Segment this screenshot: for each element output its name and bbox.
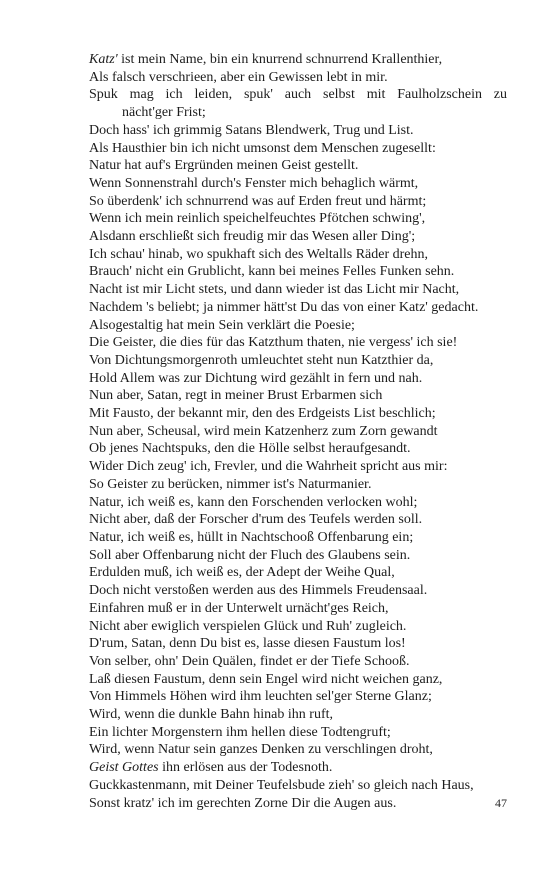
line-text: Einfahren muß er in der Unterwelt urnächt'ges Reich, xyxy=(89,600,389,616)
poem-line xyxy=(89,458,507,476)
poem-line xyxy=(89,564,507,582)
line-text: Mit Fausto, der bekannt mir, den des Erdgeists List beschlich; xyxy=(89,406,436,422)
line-text: Nicht aber, daß der Forscher d'rum des Teufels werden soll. xyxy=(89,512,423,528)
line-text: Von Himmels Höhen wird ihm leuchten sel'ger Sterne Glanz; xyxy=(89,689,432,705)
poem-line xyxy=(89,104,507,122)
poem-line xyxy=(89,122,507,140)
line-text: Als Hausthier bin ich nicht umsonst dem Menschen zugesellt: xyxy=(89,140,436,156)
poem-line xyxy=(89,724,507,742)
poem-line xyxy=(89,706,507,724)
line-text: Nun aber, Satan, regt in meiner Brust Erbarmen sich xyxy=(89,388,383,404)
line-text: nächt'ger Frist; xyxy=(122,105,206,121)
line-text: Alsogestaltig hat mein Sein verklärt die Poesie; xyxy=(89,317,355,333)
line-text: Wenn ich mein reinlich speichelfeuchtes Pfötchen schwing', xyxy=(89,211,426,227)
poem-line xyxy=(89,511,507,529)
poem-line xyxy=(89,494,507,512)
poem-line xyxy=(89,140,507,158)
line-text: Wider Dich zeug' ich, Frevler, und die Wahrheit spricht aus mir: xyxy=(89,459,448,475)
line-text: Ich schau' hinab, wo spukhaft sich des Weltalls Räder drehn, xyxy=(89,246,428,262)
poem-line xyxy=(89,228,507,246)
line-text: Doch nicht verstoßen werden aus des Himmels Freudensaal. xyxy=(89,583,428,599)
line-text: ihn erlösen aus der Todesnoth. xyxy=(158,760,333,776)
poem-line xyxy=(89,618,507,636)
poem-line xyxy=(89,653,507,671)
poem-line xyxy=(89,582,507,600)
poem-line xyxy=(89,317,507,335)
line-text: Guckkastenmann, mit Deiner Teufelsbude zieh' so gleich nach Haus, xyxy=(89,777,474,793)
poem-line xyxy=(89,263,507,281)
poem-line xyxy=(89,387,507,405)
poem-line xyxy=(89,86,507,104)
poem-line xyxy=(89,440,507,458)
line-text: Natur hat auf's Ergründen meinen Geist gestellt. xyxy=(89,158,359,174)
line-text: Laß diesen Faustum, denn sein Engel wird nicht weichen ganz, xyxy=(89,671,443,687)
line-text: Natur, ich weiß es, kann den Forschenden verlocken wohl; xyxy=(89,494,418,510)
line-text: Wenn Sonnenstrahl durch's Fenster mich behaglich wärmt, xyxy=(89,175,419,191)
poem-line xyxy=(89,175,507,193)
line-text: Nicht aber ewiglich verspielen Glück und Ruh' zugleich. xyxy=(89,618,407,634)
poem-line xyxy=(89,193,507,211)
poem-line xyxy=(89,352,507,370)
line-text: Alsdann erschließt sich freudig mir das Wesen aller Ding'; xyxy=(89,229,416,245)
italic-text: Geist Gottes xyxy=(89,760,159,776)
line-text: Von Dichtungsmorgenroth umleuchtet steht nun Katzthier da, xyxy=(89,352,434,368)
poem-line xyxy=(89,210,507,228)
line-text: Soll aber Offenbarung nicht der Fluch des Glaubens sein. xyxy=(89,547,411,563)
poem-line xyxy=(89,635,507,653)
poem-line xyxy=(89,423,507,441)
line-text: Natur, ich weiß es, hüllt in Nachtschooß Offenbarung ein; xyxy=(89,529,414,545)
poem-line xyxy=(89,671,507,689)
poem-line xyxy=(89,476,507,494)
poem-text xyxy=(89,51,507,812)
poem-line xyxy=(89,69,507,87)
poem-line xyxy=(89,281,507,299)
poem-line xyxy=(89,529,507,547)
line-text: Brauch' nicht ein Grublicht, kann bei meines Felles Funken sehn. xyxy=(89,264,455,280)
line-text: Spuk mag ich leiden, spuk' auch selbst mit Faulholzschein zu xyxy=(89,87,507,103)
line-text: Sonst kratz' ich im gerechten Zorne Dir die Augen aus. xyxy=(89,795,397,811)
poem-line xyxy=(89,600,507,618)
line-text: Doch hass' ich grimmig Satans Blendwerk, Trug und List. xyxy=(89,122,414,138)
line-text: Hold Allem was zur Dichtung wird gezählt in fern und nah. xyxy=(89,370,423,386)
line-text: D'rum, Satan, denn Du bist es, lasse diesen Faustum los! xyxy=(89,636,406,652)
line-text: Nachdem 's beliebt; ja nimmer hätt'st Du das von einer Katz' gedacht. xyxy=(89,299,479,315)
poem-line xyxy=(89,334,507,352)
poem-line xyxy=(89,688,507,706)
poem-line xyxy=(89,777,507,795)
line-text: ist mein Name, bin ein knurrend schnurrend Krallenthier, xyxy=(117,52,443,67)
italic-text: Katz' xyxy=(89,52,118,67)
line-text: So überdenk' ich schnurrend was auf Erden freut und härmt; xyxy=(89,193,427,209)
poem-line xyxy=(89,157,507,175)
poem-line xyxy=(89,51,507,69)
line-text: Erdulden muß, ich weiß es, der Adept der Weihe Qual, xyxy=(89,565,395,581)
line-text: Die Geister, die dies für das Katzthum thaten, nie vergess' ich sie! xyxy=(89,335,458,351)
line-text: Ein lichter Morgenstern ihm hellen diese Todtengruft; xyxy=(89,724,391,740)
poem-line xyxy=(89,759,507,777)
line-text: Nun aber, Scheusal, wird mein Katzenherz zum Zorn gewandt xyxy=(89,423,438,439)
poem-line xyxy=(89,370,507,388)
poem-line xyxy=(89,405,507,423)
poem-line xyxy=(89,547,507,565)
line-text: Ob jenes Nachtspuks, den die Hölle selbst heraufgesandt. xyxy=(89,441,411,457)
line-text: So Geister zu berücken, nimmer ist's Naturmanier. xyxy=(89,476,372,492)
page-number: 47 xyxy=(495,796,507,810)
line-text: Wird, wenn Natur sein ganzes Denken zu verschlingen droht, xyxy=(89,742,433,758)
poem-line xyxy=(89,741,507,759)
line-text: Nacht ist mir Licht stets, und dann wieder ist das Licht mir Nacht, xyxy=(89,282,460,298)
line-text: Als falsch verschrieen, aber ein Gewissen lebt in mir. xyxy=(89,69,388,85)
line-text: Wird, wenn die dunkle Bahn hinab ihn ruft, xyxy=(89,707,333,723)
poem-line xyxy=(89,246,507,264)
poem-line xyxy=(89,299,507,317)
line-text: Von selber, ohn' Dein Quälen, findet er der Tiefe Schooß. xyxy=(89,653,410,669)
poem-line xyxy=(89,795,507,813)
